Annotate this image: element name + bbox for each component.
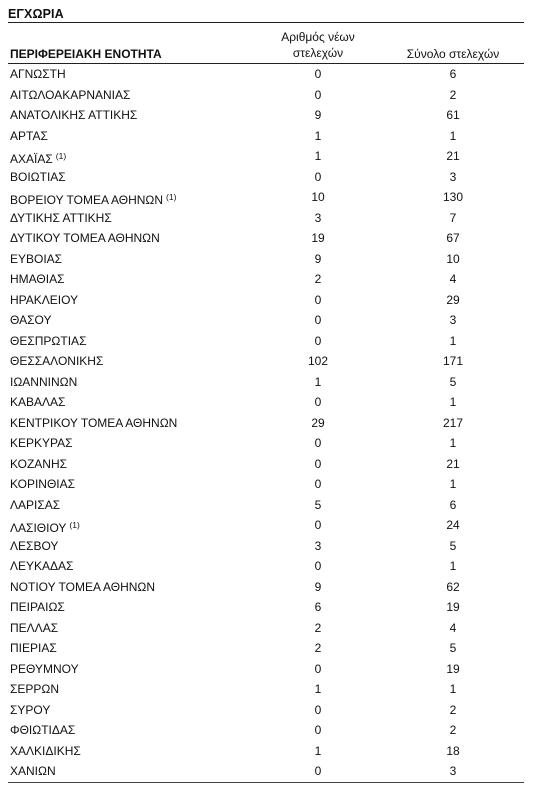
table-row bbox=[8, 536, 524, 557]
table-row bbox=[8, 700, 524, 721]
table-row bbox=[8, 146, 524, 167]
table-row bbox=[8, 105, 524, 126]
total-staff-cell: 4 bbox=[449, 272, 457, 286]
new-staff-cell: 0 bbox=[314, 87, 322, 102]
footnote-marker: (1) bbox=[69, 520, 80, 530]
region-cell bbox=[10, 269, 65, 290]
total-staff-cell: 67 bbox=[446, 231, 460, 245]
region-cell bbox=[10, 331, 86, 352]
region-cell bbox=[10, 85, 130, 106]
total-staff-cell: 3 bbox=[449, 169, 457, 184]
total-staff-cell: 2 bbox=[449, 702, 457, 717]
region-cell bbox=[10, 659, 79, 680]
total-staff-cell: 24 bbox=[446, 518, 460, 532]
region-cell bbox=[10, 249, 62, 270]
new-staff-cell: 0 bbox=[314, 477, 322, 491]
region-cell bbox=[10, 105, 137, 126]
total-staff-cell: 2 bbox=[449, 87, 457, 102]
new-staff-cell: 29 bbox=[311, 415, 325, 430]
new-staff-cell: 5 bbox=[314, 497, 322, 512]
table-row bbox=[8, 577, 524, 598]
region-name: ΘΑΣΟΥ bbox=[10, 313, 52, 327]
region-name: ΗΜΑΘΙΑΣ bbox=[10, 272, 65, 286]
region-name: ΚΟΡΙΝΘΙΑΣ bbox=[10, 477, 76, 491]
table-row bbox=[8, 454, 524, 475]
region-cell bbox=[10, 126, 48, 147]
region-name: ΗΡΑΚΛΕΙΟΥ bbox=[10, 292, 79, 307]
region-cell bbox=[10, 474, 75, 495]
table-row bbox=[8, 515, 524, 536]
table-row bbox=[8, 290, 524, 311]
total-staff-cell: 1 bbox=[449, 559, 457, 573]
region-name: ΛΕΥΚΑΔΑΣ bbox=[10, 559, 74, 573]
table-row bbox=[8, 638, 524, 659]
region-cell bbox=[10, 64, 66, 85]
region-name: ΠΙΕΡΙΑΣ bbox=[10, 641, 57, 655]
region-name: ΑΡΤΑΣ bbox=[10, 128, 48, 143]
table-row bbox=[8, 351, 524, 372]
table-row bbox=[8, 761, 524, 782]
table-header bbox=[8, 23, 524, 63]
total-staff-cell: 4 bbox=[449, 620, 457, 635]
new-staff-cell: 9 bbox=[314, 251, 322, 266]
new-staff-cell: 1 bbox=[314, 743, 322, 758]
region-cell bbox=[10, 577, 155, 598]
new-staff-cell: 0 bbox=[314, 313, 322, 327]
region-cell bbox=[10, 556, 73, 577]
region-name: ΦΘΙΩΤΙΔΑΣ bbox=[10, 723, 76, 737]
region-cell bbox=[10, 413, 177, 434]
header-new-staff bbox=[263, 29, 373, 61]
region-cell bbox=[10, 536, 58, 557]
region-name: ΒΟΙΩΤΙΑΣ bbox=[10, 169, 66, 184]
total-staff-cell: 2 bbox=[449, 723, 457, 737]
region-name: ΙΩΑΝΝΙΝΩΝ bbox=[10, 374, 78, 389]
region-name: ΑΝΑΤΟΛΙΚΗΣ ΑΤΤΙΚΗΣ bbox=[10, 108, 138, 122]
total-staff-cell: 171 bbox=[442, 354, 464, 368]
region-cell bbox=[10, 310, 52, 331]
total-staff-cell: 5 bbox=[449, 538, 457, 553]
document-page bbox=[8, 6, 524, 783]
new-staff-cell: 0 bbox=[314, 456, 322, 471]
region-cell bbox=[10, 208, 112, 229]
table-body bbox=[8, 64, 524, 782]
new-staff-cell: 2 bbox=[314, 641, 322, 655]
total-staff-cell: 61 bbox=[446, 108, 460, 122]
total-staff-cell: 3 bbox=[449, 313, 457, 327]
header-new-staff-line1: Αριθμός νέων bbox=[281, 30, 355, 44]
header-total-staff: Σύνολο στελεχών bbox=[406, 47, 500, 61]
new-staff-cell: 6 bbox=[314, 600, 322, 614]
new-staff-cell: 0 bbox=[314, 169, 322, 184]
new-staff-cell: 9 bbox=[314, 579, 322, 594]
region-name: ΕΥΒΟΙΑΣ bbox=[10, 251, 63, 266]
table-row bbox=[8, 167, 524, 188]
new-staff-cell: 1 bbox=[314, 374, 322, 389]
region-cell bbox=[10, 720, 75, 741]
total-staff-cell: 10 bbox=[446, 251, 460, 266]
total-staff-cell: 19 bbox=[446, 600, 460, 614]
table-row bbox=[8, 659, 524, 680]
region-cell bbox=[10, 372, 77, 393]
table-row bbox=[8, 474, 524, 495]
new-staff-cell: 0 bbox=[314, 395, 322, 409]
total-staff-cell: 21 bbox=[446, 456, 460, 471]
region-name: ΡΕΘΥΜΝΟΥ bbox=[10, 661, 79, 676]
total-staff-cell: 217 bbox=[442, 415, 464, 430]
total-staff-cell: 7 bbox=[449, 210, 457, 225]
table-row bbox=[8, 372, 524, 393]
table-row bbox=[8, 618, 524, 639]
region-cell bbox=[10, 228, 160, 249]
total-staff-cell: 6 bbox=[449, 497, 457, 512]
new-staff-cell: 102 bbox=[307, 354, 329, 368]
total-staff-cell: 18 bbox=[446, 743, 460, 758]
new-staff-cell: 10 bbox=[311, 190, 325, 204]
region-cell bbox=[10, 392, 65, 413]
new-staff-cell: 0 bbox=[314, 723, 322, 737]
region-name: ΚΕΝΤΡΙΚΟΥ ΤΟΜΕΑ ΑΘΗΝΩΝ bbox=[10, 415, 178, 430]
table-row bbox=[8, 392, 524, 413]
new-staff-cell: 19 bbox=[311, 231, 325, 245]
new-staff-cell: 0 bbox=[314, 292, 322, 307]
region-name: ΧΑΛΚΙΔΙΚΗΣ bbox=[10, 743, 81, 758]
footnote-marker: (1) bbox=[55, 151, 67, 161]
region-cell bbox=[10, 433, 73, 454]
region-cell bbox=[10, 638, 57, 659]
new-staff-cell: 3 bbox=[314, 538, 322, 553]
region-name: ΔΥΤΙΚΗΣ ΑΤΤΙΚΗΣ bbox=[10, 210, 112, 225]
region-cell bbox=[10, 700, 50, 721]
total-staff-cell: 62 bbox=[446, 579, 460, 594]
new-staff-cell: 9 bbox=[314, 108, 322, 122]
table-row bbox=[8, 413, 524, 434]
region-name: ΛΑΡΙΣΑΣ bbox=[10, 497, 61, 512]
region-name: ΠΕΛΛΑΣ bbox=[10, 620, 59, 635]
region-cell bbox=[10, 741, 81, 762]
total-staff-cell: 5 bbox=[449, 641, 457, 655]
table-row bbox=[8, 556, 524, 577]
total-staff-cell: 1 bbox=[449, 128, 457, 143]
new-staff-cell: 0 bbox=[314, 661, 322, 676]
total-staff-cell: 6 bbox=[449, 67, 457, 81]
region-name: ΑΙΤΩΛΟΑΚΑΡΝΑΝΙΑΣ bbox=[10, 87, 131, 102]
new-staff-cell: 0 bbox=[314, 436, 322, 450]
total-staff-cell: 29 bbox=[446, 292, 460, 307]
table-row bbox=[8, 597, 524, 618]
region-name: ΑΧΑΪΑΣ bbox=[10, 152, 53, 166]
table-row bbox=[8, 741, 524, 762]
region-name: ΧΑΝΙΩΝ bbox=[10, 764, 56, 778]
section-title: ΕΓΧΩΡΙΑ bbox=[8, 7, 64, 21]
region-name: ΣΥΡΟΥ bbox=[10, 702, 51, 717]
table-row bbox=[8, 310, 524, 331]
region-cell bbox=[10, 351, 103, 372]
total-staff-cell: 1 bbox=[449, 395, 457, 409]
table-row bbox=[8, 720, 524, 741]
region-name: ΔΥΤΙΚΟΥ ΤΟΜΕΑ ΑΘΗΝΩΝ bbox=[10, 231, 160, 245]
header-region: ΠΕΡΙΦΕΡΕΙΑΚΗ ΕΝΟΤΗΤΑ bbox=[10, 47, 162, 61]
new-staff-cell: 1 bbox=[314, 149, 322, 163]
new-staff-cell: 3 bbox=[314, 210, 322, 225]
total-staff-cell: 1 bbox=[449, 436, 457, 450]
total-staff-cell: 3 bbox=[449, 764, 457, 778]
table-row bbox=[8, 679, 524, 700]
new-staff-cell: 0 bbox=[314, 518, 322, 532]
new-staff-cell: 0 bbox=[314, 764, 322, 778]
region-name: ΑΓΝΩΣΤΗ bbox=[10, 67, 66, 81]
table-row bbox=[8, 495, 524, 516]
region-cell bbox=[10, 679, 59, 700]
table-row bbox=[8, 208, 524, 229]
table-row bbox=[8, 126, 524, 147]
total-staff-cell: 1 bbox=[449, 682, 457, 696]
total-staff-cell: 19 bbox=[446, 661, 460, 676]
new-staff-cell: 1 bbox=[314, 128, 322, 143]
new-staff-cell: 1 bbox=[314, 682, 322, 696]
new-staff-cell: 0 bbox=[314, 67, 322, 81]
region-cell bbox=[10, 495, 60, 516]
bottom-rule bbox=[8, 782, 524, 783]
new-staff-cell: 0 bbox=[314, 702, 322, 717]
region-name: ΛΑΣΙΘΙΟΥ bbox=[10, 521, 67, 535]
table-row bbox=[8, 85, 524, 106]
total-staff-cell: 130 bbox=[442, 190, 464, 204]
table-row bbox=[8, 249, 524, 270]
region-name: ΒΟΡΕΙΟΥ ΤΟΜΕΑ ΑΘΗΝΩΝ bbox=[10, 193, 164, 207]
region-name: ΠΕΙΡΑΙΩΣ bbox=[10, 600, 65, 614]
region-cell bbox=[10, 597, 65, 618]
new-staff-cell: 2 bbox=[314, 272, 322, 286]
new-staff-cell: 0 bbox=[314, 559, 322, 573]
region-name: ΘΕΣΠΡΩΤΙΑΣ bbox=[10, 333, 87, 348]
footnote-marker: (1) bbox=[166, 192, 177, 202]
region-name: ΚΕΡΚΥΡΑΣ bbox=[10, 436, 73, 450]
table-row bbox=[8, 228, 524, 249]
table-row bbox=[8, 64, 524, 85]
new-staff-cell: 0 bbox=[314, 333, 322, 348]
table-row bbox=[8, 269, 524, 290]
region-name: ΚΟΖΑΝΗΣ bbox=[10, 456, 68, 471]
region-cell bbox=[10, 167, 66, 188]
region-cell bbox=[10, 761, 56, 782]
total-staff-cell: 5 bbox=[449, 374, 457, 389]
region-name: ΝΟΤΙΟΥ ΤΟΜΕΑ ΑΘΗΝΩΝ bbox=[10, 579, 156, 594]
table-row bbox=[8, 187, 524, 208]
region-name: ΚΑΒΑΛΑΣ bbox=[10, 395, 66, 409]
region-cell bbox=[10, 618, 58, 639]
region-name: ΘΕΣΣΑΛΟΝΙΚΗΣ bbox=[10, 354, 104, 368]
total-staff-cell: 1 bbox=[449, 477, 457, 491]
region-cell bbox=[10, 290, 78, 311]
total-staff-cell: 21 bbox=[446, 149, 460, 163]
region-cell bbox=[10, 454, 67, 475]
total-staff-cell: 1 bbox=[449, 333, 457, 348]
table-row bbox=[8, 433, 524, 454]
header-new-staff-line2: στελεχών bbox=[292, 46, 344, 60]
region-name: ΣΕΡΡΩΝ bbox=[10, 682, 60, 696]
new-staff-cell: 2 bbox=[314, 620, 322, 635]
region-name: ΛΕΣΒΟΥ bbox=[10, 538, 59, 553]
table-row bbox=[8, 331, 524, 352]
